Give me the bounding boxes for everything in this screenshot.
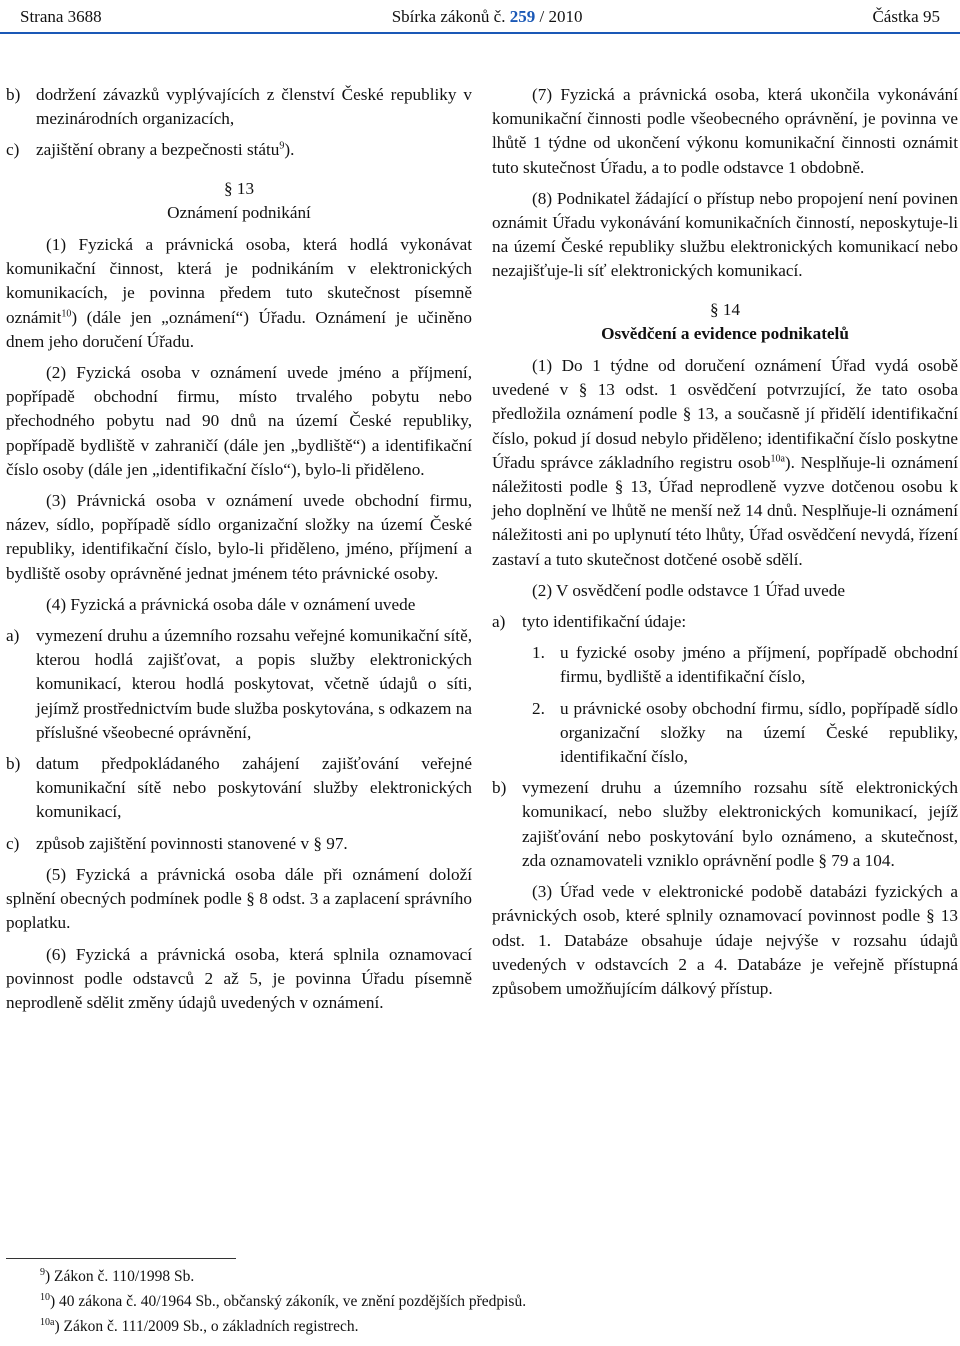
list-marker: b) — [6, 85, 21, 104]
footnote-mark: 10a — [40, 1316, 55, 1328]
paragraph-text: ) (dále jen „oznámení“) Úřadu. Oznámení je učiněno dnem jeho doručení Úřadu. — [6, 307, 472, 351]
paragraph-text: ). Nesplňuje-li oznámení náležitosti podle § 13, Úřad neprodleně vyzve dotčenou osobu k jeho doplnění ve lhůtě ne menší než 14 dnů. Nesplňuje-li oznámení náležitosti ani po uplynutí této lhůty, Úřad osvědčení nevydá, řízení zastaví a tuto skutečnost dotčené osobě sdělí. — [492, 452, 958, 569]
footnote-mark: 10 — [40, 1291, 50, 1303]
section-title: Oznámení podnikání — [167, 202, 311, 222]
list-item — [6, 138, 472, 162]
list-text: způsob zajištění povinnosti stanovené v § 97. — [36, 833, 348, 853]
footnote-rule — [6, 1258, 236, 1259]
list-marker: b) — [492, 778, 507, 798]
list-marker: 2. — [532, 698, 545, 718]
list-marker: c) — [6, 140, 20, 160]
footnote — [40, 1266, 940, 1288]
paragraph-1 — [6, 233, 472, 354]
paragraph-text: (1) Fyzická a právnická osoba, která hodlá vykonávat komunikační činnost, která je podnikáním v elektronických komunikacích, je povinna předem tuto skutečnost písemně oznámit — [6, 235, 472, 327]
paragraph-4: (4) Fyzická a právnická osoba dále v oznámení uvede — [46, 594, 416, 614]
list-item — [492, 610, 958, 634]
paragraph-6: (6) Fyzická a právnická osoba, která splnila oznamovací povinnost podle odstavců 2 až 5, je povinna Úřadu písemně neprodleně sdělit změny údajů uvedených v oznámení. — [6, 944, 472, 1012]
paragraph-7: (7) Fyzická a právnická osoba, která ukončila vykonávání komunikační činnosti podle všeobecného oprávnění, je povinna ve lhůtě 1 týdne od ukončení výkonu komunikační činnosti oznámit tuto skutečnost Úřadu, a to podle odstavce 1 obdobně. — [492, 85, 958, 177]
footnote — [40, 1316, 940, 1338]
list-text: vymezení druhu a územního rozsahu sítě elektronických komunikací, nebo služby elektronických komunikací, jejíž zajišťování nebo poskytování bylo oznámeno, a skutečnost, zda oznamovateli vzniklo oprávnění podle § 79 a 104. — [522, 778, 958, 870]
paragraph-8: (8) Podnikatel žádající o přístup nebo propojení není povinen oznámit Úřadu vykonávání komunikačních činností, neposkytuje-li na území České republiky službu elektronických komunikací nebo nezajišťuje-li síť elektronických komunikací. — [492, 188, 958, 281]
page-header — [20, 4, 940, 30]
list-text: u fyzické osoby jméno a příjmení, popřípadě obchodní firmu, bydliště a identifikační číslo, — [560, 643, 958, 687]
list-marker: c) — [6, 833, 20, 853]
list-item — [6, 832, 472, 856]
list-item — [6, 624, 472, 745]
footnote-text: ) Zákon č. 111/2009 Sb., o základních registrech. — [54, 1318, 359, 1335]
footnote-text: ) Zákon č. 110/1998 Sb. — [45, 1268, 195, 1285]
paragraph-2: (2) Fyzická osoba v oznámení uvede jméno a příjmení, popřípadě obchodní firmu, místo trvalého pobytu nebo přechodného pobytu nad 90 dnů na území České republiky, popřípadě bydliště v zahraničí (dále jen „bydliště“) a identifikační číslo osoby (dále jen „identifikační číslo“), bylo-li přiděleno. — [6, 363, 472, 479]
list-marker: a) — [6, 626, 20, 646]
list-text: u právnické osoby obchodní firmu, sídlo, popřípadě sídlo organizační složky na území České republiky, identifikační číslo, — [560, 698, 958, 767]
list-item — [6, 83, 472, 131]
list-marker: a) — [492, 612, 506, 632]
list-text: datum předpokládaného zahájení zajišťování veřejné komunikační sítě nebo poskytování služby elektronických komunikací, — [36, 754, 472, 822]
header-rule — [0, 32, 960, 34]
list-item — [6, 752, 472, 825]
sub-list-item — [492, 641, 958, 689]
right-column — [492, 83, 958, 1008]
list-text: zajištění obrany a bezpečnosti státu — [36, 140, 280, 160]
list-item — [492, 776, 958, 873]
collection-year: / 2010 — [535, 7, 583, 26]
left-column — [6, 83, 472, 1022]
footnote-ref: 10 — [61, 307, 72, 319]
paragraph-14-3: (3) Úřad vede v elektronické podobě databázi fyzických a právnických osob, které splnily oznamovací povinnost podle § 13 odst. 1. Databáze obsahuje údaje nejvýše v rozsahu údajů uvedených v odstavcích 2 a 4. Databáze je veřejně přístupná způsobem umožňujícím dálkový přístup. — [492, 882, 958, 998]
list-marker: 1. — [532, 643, 545, 663]
paragraph-5: (5) Fyzická a právnická osoba dále při oznámení doloží splnění obecných podmínek podle § 8 odst. 3 a zaplacení správního poplatku. — [6, 864, 472, 933]
list-marker: b) — [6, 754, 21, 774]
list-text: vymezení druhu a územního rozsahu veřejné komunikační sítě, kterou hodlá zajišťovat, a popis služby elektronických komunikací, kterou hodlá poskytovat, včetně údajů o síti, jejímž prostřednictvím bude služba poskytována, s odkazem na příslušné všeobecné oprávnění, — [36, 626, 472, 742]
paragraph-14-1 — [492, 354, 958, 572]
section-number: § 14 — [709, 299, 741, 319]
list-text-end: ). — [284, 140, 295, 160]
paragraph-text: (1) Do 1 týdne od doručení oznámení Úřad vydá osobě uvedené v § 13 odst. 1 osvědčení potvrzující, že tato osoba předložila oznámení podle § 13, a současně jí přidělí identifikační číslo, pokud jí dosud nebylo přiděleno; identifikační číslo poskytne Úřadu správce základního registru osob — [492, 356, 958, 472]
list-text: tyto identifikační údaje: — [522, 612, 687, 632]
footnote-ref: 9 — [279, 140, 285, 152]
paragraph-3: (3) Právnická osoba v oznámení uvede obchodní firmu, název, sídlo, popřípadě sídlo organizační složky na území České republiky, identifikační číslo, bylo-li přiděleno, jméno, příjmení a bydliště osoby oprávněné jednat jménem této právnické osoby. — [6, 491, 472, 583]
section-number: § 13 — [223, 178, 255, 198]
footnote-ref: 10a — [770, 453, 785, 465]
page-number: Strana 3688 — [20, 7, 102, 26]
paragraph-14-2: (2) V osvědčení podle odstavce 1 Úřad uvede — [532, 580, 845, 600]
footnote-text: ) 40 zákona č. 40/1964 Sb., občanský zákoník, ve znění pozdějších předpisů. — [50, 1293, 527, 1310]
sub-list-item — [492, 697, 958, 770]
footnotes — [40, 1266, 940, 1341]
footnote-mark: 9 — [40, 1266, 45, 1278]
list-text: dodržení závazků vyplývajících z členství České republiky v mezinárodních organizacích, — [36, 85, 472, 129]
part-number: Částka 95 — [872, 7, 940, 26]
collection-title — [392, 7, 583, 27]
collection-label: Sbírka zákonů č. — [391, 7, 510, 26]
collection-number: 259 — [509, 7, 536, 26]
section-title: Osvědčení a evidence podnikatelů — [601, 323, 849, 343]
footnote — [40, 1291, 940, 1313]
